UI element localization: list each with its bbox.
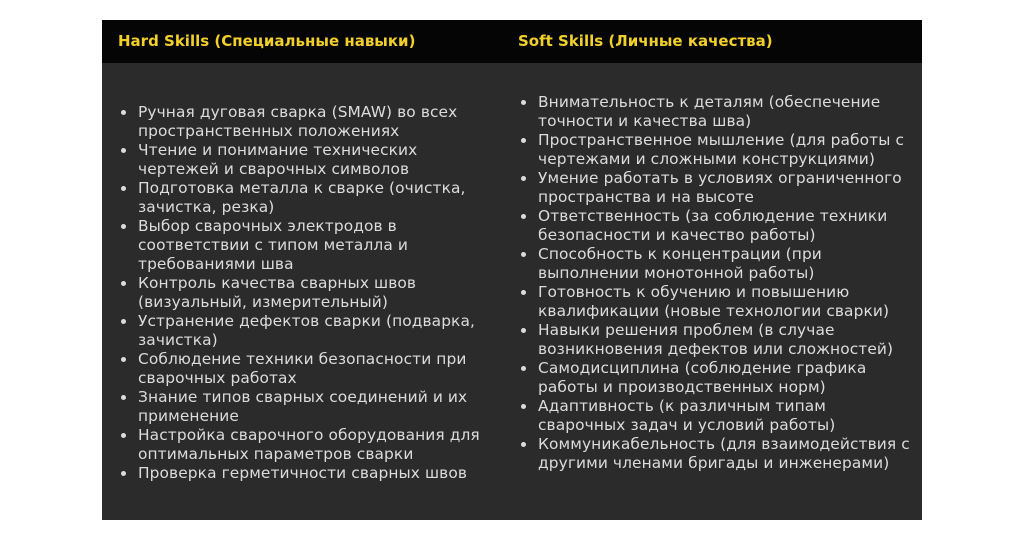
list-item: Ответственность (за соблюдение техники безопасности и качество работы) (518, 207, 912, 245)
list-item: Коммуникабельность (для взаимодействия с другими членами бригады и инженерами) (518, 435, 912, 473)
list-item: Готовность к обучению и повышению квалификации (новые технологии сварки) (518, 283, 912, 321)
list-item: Пространственное мышление (для работы с чертежами и сложными конструкциями) (518, 131, 912, 169)
list-item: Соблюдение техники безопасности при сварочных работах (118, 350, 490, 388)
soft-skills-list (518, 93, 912, 473)
list-item: Навыки решения проблем (в случае возникновения дефектов или сложностей) (518, 321, 912, 359)
list-item: Выбор сварочных электродов в соответствии с типом металла и требованиями шва (118, 217, 490, 274)
hard-skills-header: Hard Skills (Специальные навыки) (118, 32, 416, 50)
list-item: Проверка герметичности сварных швов (118, 464, 490, 483)
list-item: Настройка сварочного оборудования для оптимальных параметров сварки (118, 426, 490, 464)
list-item: Устранение дефектов сварки (подварка, зачистка) (118, 312, 490, 350)
list-item: Умение работать в условиях ограниченного пространства и на высоте (518, 169, 912, 207)
soft-skills-header: Soft Skills (Личные качества) (518, 32, 773, 50)
skills-table (102, 20, 922, 520)
list-item: Внимательность к деталям (обеспечение точности и качества шва) (518, 93, 912, 131)
hard-skills-column (102, 63, 502, 520)
list-item: Знание типов сварных соединений и их применение (118, 388, 490, 426)
list-item: Ручная дуговая сварка (SMAW) во всех пространственных положениях (118, 103, 490, 141)
list-item: Подготовка металла к сварке (очистка, зачистка, резка) (118, 179, 490, 217)
table-header (102, 20, 922, 63)
soft-skills-column (502, 63, 922, 520)
list-item: Способность к концентрации (при выполнении монотонной работы) (518, 245, 912, 283)
hard-skills-list (118, 103, 490, 483)
list-item: Чтение и понимание технических чертежей и сварочных символов (118, 141, 490, 179)
list-item: Самодисциплина (соблюдение графика работы и производственных норм) (518, 359, 912, 397)
list-item: Адаптивность (к различным типам сварочных задач и условий работы) (518, 397, 912, 435)
list-item: Контроль качества сварных швов (визуальный, измерительный) (118, 274, 490, 312)
